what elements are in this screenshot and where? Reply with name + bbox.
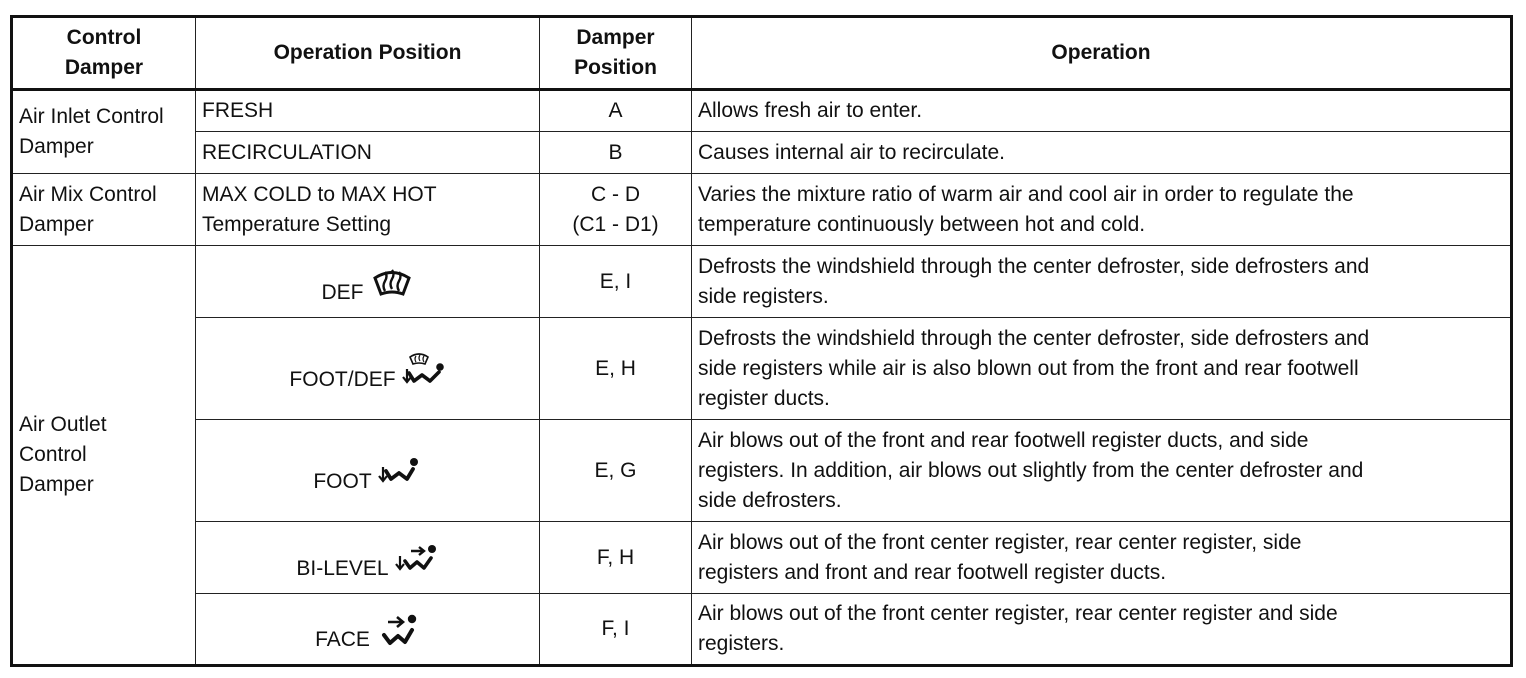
position-recirculation: RECIRCULATION [196, 132, 540, 174]
mode-label: FOOT/DEF [289, 367, 396, 391]
position-fresh: FRESH [196, 90, 540, 132]
mode-label: DEF [321, 280, 364, 304]
damper-operation-table [10, 15, 1513, 667]
header-operation-position: Operation Position [196, 17, 540, 90]
position-foot-def [196, 318, 540, 420]
mode-label: FOOT [313, 469, 372, 493]
position-face [196, 594, 540, 666]
table-row [12, 90, 1512, 132]
damper-position-c-d: C - D (C1 - D1) [540, 174, 692, 246]
header-row [12, 17, 1512, 90]
bi-level-icon [395, 540, 439, 576]
operation-foot: Air blows out of the front and rear footwell register ducts, and side registers. In addition, air blows out slightly from the center defroster and side defrosters. [692, 420, 1512, 522]
mode-label: BI-LEVEL [296, 556, 389, 580]
group-air-mix-control-damper: Air Mix Control Damper [12, 174, 196, 246]
table-row [12, 174, 1512, 246]
operation-bi-level: Air blows out of the front center register, rear center register, side registers and front and rear footwell register ducts. [692, 522, 1512, 594]
damper-position-e-i: E, I [540, 246, 692, 318]
position-max-cold-to-max-hot: MAX COLD to MAX HOT Temperature Setting [196, 174, 540, 246]
table-row [12, 420, 1512, 522]
header-damper-position: Damper Position [540, 17, 692, 90]
header-operation: Operation [692, 17, 1512, 90]
header-control-damper: Control Damper [12, 17, 196, 90]
damper-position-f-h: F, H [540, 522, 692, 594]
position-bi-level [196, 522, 540, 594]
mode-label: FACE [315, 628, 370, 651]
foot-defrost-icon [402, 351, 446, 387]
table-row [12, 318, 1512, 420]
damper-position-a: A [540, 90, 692, 132]
damper-position-b: B [540, 132, 692, 174]
position-def [196, 246, 540, 318]
operation-fresh: Allows fresh air to enter. [692, 90, 1512, 132]
damper-position-e-h: E, H [540, 318, 692, 420]
operation-face: Air blows out of the front center register, rear center register and side registers. [692, 594, 1512, 666]
damper-position-f-i: F, I [540, 594, 692, 666]
operation-air-mix: Varies the mixture ratio of warm air and cool air in order to regulate the temperature continuously between hot and cold. [692, 174, 1512, 246]
defrost-icon [370, 264, 414, 300]
face-icon [376, 611, 420, 647]
operation-def: Defrosts the windshield through the center defroster, side defrosters and side registers. [692, 246, 1512, 318]
operation-recirculation: Causes internal air to recirculate. [692, 132, 1512, 174]
foot-icon [378, 453, 422, 489]
table-row [12, 246, 1512, 318]
damper-position-e-g: E, G [540, 420, 692, 522]
table-row [12, 522, 1512, 594]
table-row [12, 132, 1512, 174]
group-air-outlet-control-damper: Air Outlet Control Damper [12, 246, 196, 666]
table-row [12, 594, 1512, 666]
operation-foot-def: Defrosts the windshield through the center defroster, side defrosters and side registers while air is also blown out from the front and rear footwell register ducts. [692, 318, 1512, 420]
group-air-inlet-control-damper: Air Inlet Control Damper [12, 90, 196, 174]
position-foot [196, 420, 540, 522]
